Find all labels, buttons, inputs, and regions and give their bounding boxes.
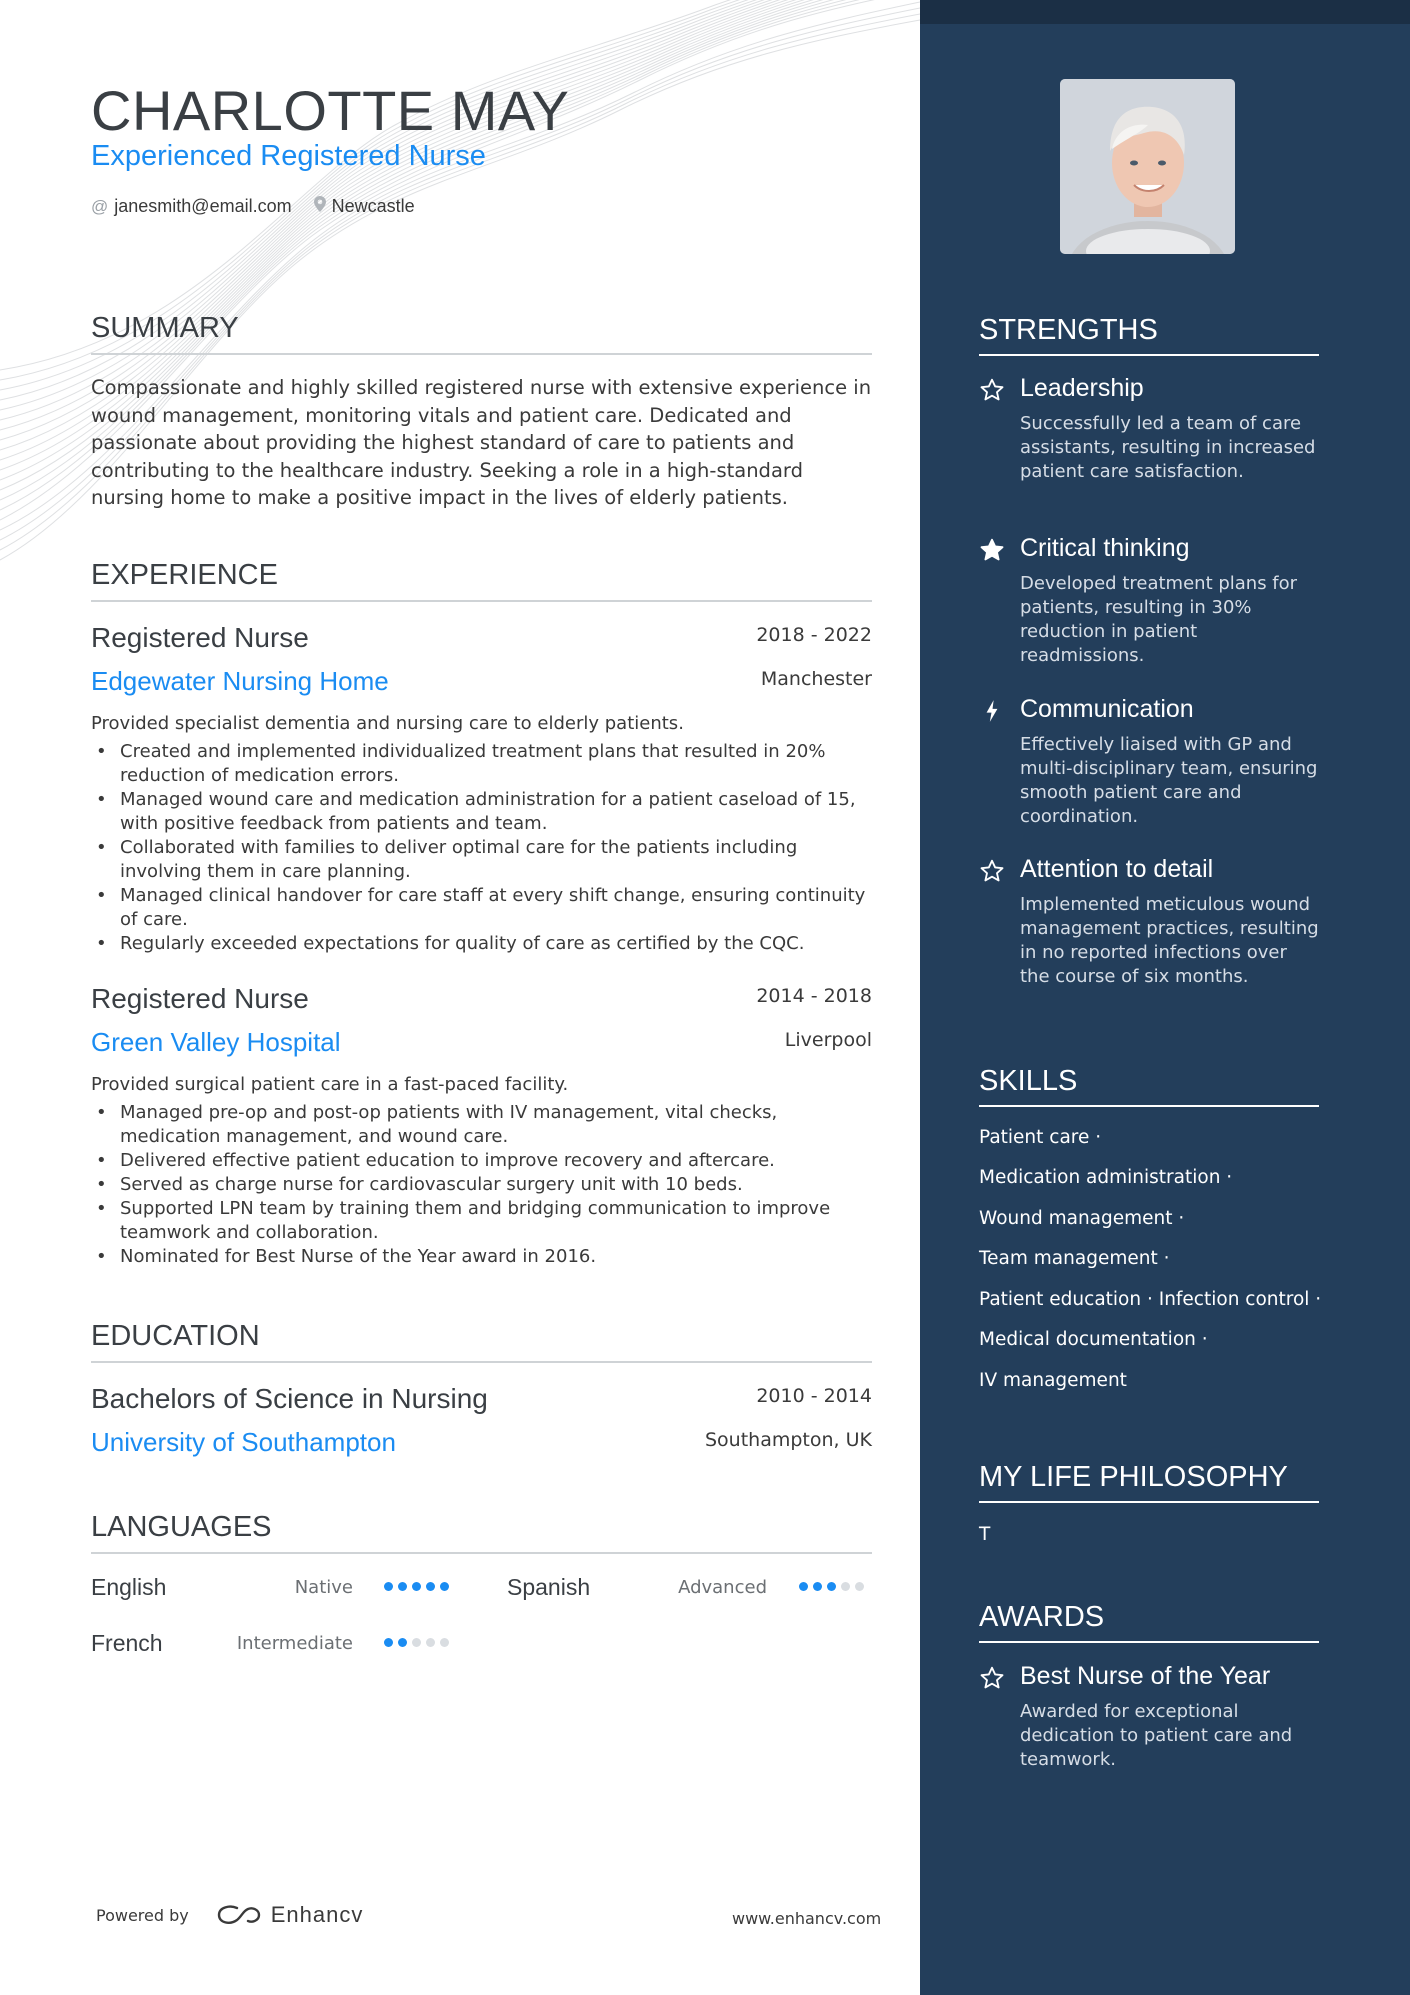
strength-title: Leadership — [1020, 374, 1144, 402]
sidebar-top-bar — [920, 0, 1410, 24]
skill-item: Medical documentation · — [979, 1329, 1208, 1350]
star-outline-icon — [979, 1665, 1005, 1691]
skills-heading: SKILLS — [979, 1067, 1319, 1107]
job-company: Edgewater Nursing Home — [91, 666, 389, 696]
candidate-name: CHARLOTTE MAY — [91, 79, 570, 142]
strength-title: Critical thinking — [1020, 534, 1190, 562]
education-location: Southampton, UK — [705, 1429, 872, 1451]
language-level: Advanced — [678, 1576, 767, 1598]
job-dates: 2014 - 2018 — [756, 985, 872, 1007]
email-text[interactable]: janesmith@email.com — [114, 196, 292, 216]
job-location: Liverpool — [784, 1029, 872, 1051]
rating-dot-empty — [841, 1582, 850, 1591]
job-company: Green Valley Hospital — [91, 1027, 341, 1057]
job-location: Manchester — [760, 668, 872, 690]
strengths-heading: STRENGTHS — [979, 316, 1319, 356]
award-title: Best Nurse of the Year — [1020, 1662, 1271, 1690]
rating-dot-empty — [855, 1582, 864, 1591]
language-rating — [799, 1582, 864, 1591]
philosophy-heading: MY LIFE PHILOSOPHY — [979, 1463, 1319, 1503]
job-description: Provided surgical patient care in a fast-paced facility. — [91, 1074, 569, 1095]
list-item: • Delivered effective patient education to improve recovery and aftercare. — [91, 1149, 872, 1173]
skill-item: Team management · — [979, 1248, 1170, 1269]
skill-item: IV management — [979, 1370, 1127, 1391]
education-degree: Bachelors of Science in Nursing — [91, 1383, 488, 1414]
strength-description: Implemented meticulous wound management practices, resulting in no reported infections over the course of six months. — [1020, 894, 1319, 987]
skill-item: Patient care · — [979, 1127, 1102, 1148]
skill-item: Medication administration · — [979, 1167, 1233, 1188]
language-name: Spanish — [507, 1573, 591, 1600]
language-level: Native — [294, 1576, 353, 1598]
sidebar-background — [920, 0, 1410, 1995]
list-item: • Nominated for Best Nurse of the Year award in 2016. — [91, 1245, 872, 1269]
list-item: • Managed clinical handover for care staff at every shift change, ensuring continuity of care. — [91, 884, 872, 932]
rating-dot-filled — [384, 1582, 393, 1591]
strength-title: Communication — [1020, 695, 1194, 723]
rating-dot-filled — [813, 1582, 822, 1591]
summary-heading: SUMMARY — [91, 314, 872, 355]
location-text: Newcastle — [331, 196, 415, 216]
language-rating — [384, 1638, 449, 1647]
enhancv-brand[interactable] — [215, 1902, 364, 1928]
language-name: English — [91, 1573, 167, 1600]
skill-item: Wound management · — [979, 1208, 1185, 1229]
language-rating — [384, 1582, 449, 1591]
job-bullets — [91, 1101, 872, 1269]
powered-by-label: Powered by — [96, 1905, 189, 1925]
language-english — [91, 1572, 481, 1602]
strength-title: Attention to detail — [1020, 855, 1214, 883]
job-dates: 2018 - 2022 — [756, 624, 872, 646]
job-title: Registered Nurse — [91, 622, 309, 653]
rating-dot-empty — [440, 1638, 449, 1647]
star-outline-icon — [979, 377, 1005, 403]
strength-description: Developed treatment plans for patients, resulting in 30% reduction in patient readmissions. — [1020, 573, 1298, 666]
list-item: • Collaborated with families to deliver optimal care for the patients including involving them in care planning. — [91, 836, 872, 884]
education-dates: 2010 - 2014 — [756, 1385, 872, 1407]
location-pin-icon — [314, 196, 326, 217]
language-level: Intermediate — [236, 1632, 353, 1654]
education-heading: EDUCATION — [91, 1322, 872, 1363]
language-name: French — [91, 1629, 163, 1656]
star-filled-icon — [979, 537, 1005, 563]
avatar — [1060, 79, 1235, 254]
experience-heading: EXPERIENCE — [91, 561, 872, 602]
list-item: • Served as charge nurse for cardiovascular surgery unit with 10 beds. — [91, 1173, 872, 1197]
rating-dot-empty — [412, 1638, 421, 1647]
summary-text: Compassionate and highly skilled registered nurse with extensive experience in wound management, monitoring vitals and patient care. Dedicated and passionate about providing the highest standard of care to patients and contributing to the healthcare industry. Seeking a role in a high-standard nursing home to make a positive impact in the lives of elderly patients. — [91, 376, 872, 509]
awards-heading: AWARDS — [979, 1603, 1319, 1643]
rating-dot-empty — [426, 1638, 435, 1647]
list-item: • Created and implemented individualized treatment plans that resulted in 20% reduction of medication errors. — [91, 740, 872, 788]
footer-website[interactable]: www.enhancv.com — [732, 1909, 882, 1928]
list-item: • Supported LPN team by training them and bridging communication to improve teamwork and collaboration. — [91, 1197, 872, 1245]
education-school: University of Southampton — [91, 1427, 396, 1457]
rating-dot-filled — [384, 1638, 393, 1647]
skill-item: Patient education · Infection control · — [979, 1289, 1322, 1310]
profile-photo — [1060, 79, 1235, 254]
contact-info — [91, 196, 415, 217]
star-outline-icon — [979, 858, 1005, 884]
rating-dot-filled — [799, 1582, 808, 1591]
award-description: Awarded for exceptional dedication to patient care and teamwork. — [1020, 1701, 1293, 1770]
job-description: Provided specialist dementia and nursing care to elderly patients. — [91, 713, 684, 734]
at-icon: @ — [91, 196, 109, 216]
rating-dot-filled — [398, 1582, 407, 1591]
language-french — [91, 1628, 481, 1658]
brand-name: Enhancv — [270, 1902, 364, 1927]
rating-dot-filled — [426, 1582, 435, 1591]
rating-dot-filled — [827, 1582, 836, 1591]
philosophy-text: T — [979, 1524, 991, 1545]
rating-dot-filled — [440, 1582, 449, 1591]
candidate-title: Experienced Registered Nurse — [91, 140, 486, 172]
languages-heading: LANGUAGES — [91, 1513, 872, 1554]
job-title: Registered Nurse — [91, 983, 309, 1014]
footer-powered-by — [96, 1902, 363, 1928]
list-item: • Managed pre-op and post-op patients with IV management, vital checks, medication management, and wound care. — [91, 1101, 872, 1149]
job-bullets — [91, 740, 872, 956]
language-spanish — [507, 1572, 872, 1602]
rating-dot-filled — [412, 1582, 421, 1591]
list-item: • Regularly exceeded expectations for quality of care as certified by the CQC. — [91, 932, 872, 956]
rating-dot-filled — [398, 1638, 407, 1647]
strength-description: Effectively liaised with GP and multi-disciplinary team, ensuring smooth patient care and coordination. — [1020, 734, 1318, 827]
list-item: • Managed wound care and medication administration for a patient caseload of 15, with positive feedback from patients and team. — [91, 788, 872, 836]
strength-description: Successfully led a team of care assistants, resulting in increased patient care satisfaction. — [1020, 413, 1316, 482]
lightning-bolt-icon — [979, 698, 1005, 724]
enhancv-logo-icon — [215, 1903, 263, 1927]
